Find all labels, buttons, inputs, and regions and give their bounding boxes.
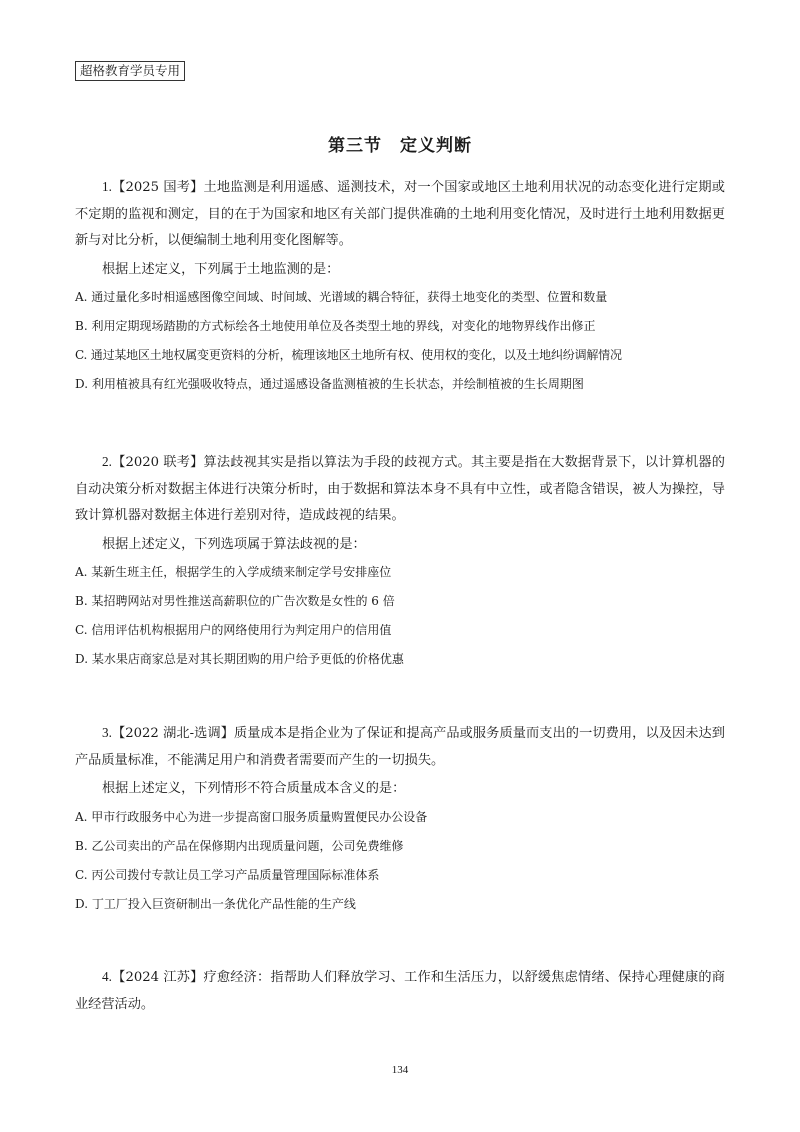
option-b: B. 利用定期现场踏勘的方式标绘各土地使用单位及各类型土地的界线，对变化的地物界线作出修正 [75, 319, 596, 333]
section-title: 第三节 定义判断 [328, 136, 472, 156]
page-number: 134 [391, 1064, 409, 1076]
question-stem [75, 174, 725, 255]
option-c: C. 通过某地区土地权属变更资料的分析，梳理该地区土地所有权、使用权的变化，以及土地纠纷调解情况 [75, 348, 622, 362]
question-source: 【2020 联考】 [111, 455, 204, 470]
option-d: D. 某水果店商家总是对其长期团购的用户给予更低的价格优惠 [75, 652, 404, 666]
question-number: 1. [102, 179, 112, 194]
question-text: 质量成本是指企业为了保证和提高产品或服务质量而支出的一切费用，以及因未达到产品质量标准，不能满足用户和消费者需要而产生的一切损失。 [75, 726, 725, 768]
question-prompt: 根据上述定义，下列属于土地监测的是： [102, 261, 340, 277]
question-number: 2. [102, 454, 112, 469]
question-text: 土地监测是利用遥感、遥测技术，对一个国家或地区土地利用状况的动态变化进行定期或不定期的监视和测定，目的在于为国家和地区有关部门提供准确的土地利用变化情况，及时进行土地利用数据更新与对比分析，以便编制土地利用变化图解等。 [75, 180, 725, 248]
option-d: D. 丁工厂投入巨资研制出一条优化产品性能的生产线 [75, 896, 356, 911]
option-d: D. 利用植被具有红光强吸收特点，通过遥感设备监测植被的生长状态，并绘制植被的生长周期图 [75, 377, 584, 391]
question-text: 算法歧视其实是指以算法为手段的歧视方式。其主要是指在大数据背景下，以计算机器的自动决策分析对数据主体进行决策分析时，由于数据和算法本身不具有中立性，或者隐含错误，被人为操控，导致计算机器对数据主体进行差别对待，造成歧视的结果。 [75, 455, 725, 523]
question-prompt: 根据上述定义，下列情形不符合质量成本含义的是： [102, 781, 406, 796]
option-b: B. 乙公司卖出的产品在保修期内出现质量问题，公司免费维修 [75, 838, 404, 853]
option-a: A. 通过量化多时相遥感图像空间域、时间域、光谱域的耦合特征，获得土地变化的类型、位置和数量 [75, 290, 608, 304]
option-c: C. 信用评估机构根据用户的网络使用行为判定用户的信用值 [75, 623, 392, 637]
question-text: 疗愈经济：指帮助人们释放学习、工作和生活压力，以舒缓焦虑情绪、保持心理健康的商业经营活动。 [75, 970, 725, 1012]
question-number: 4. [102, 969, 112, 984]
question-prompt: 根据上述定义，下列选项属于算法歧视的是： [102, 536, 366, 552]
question-stem [75, 449, 725, 530]
question-stem [75, 720, 725, 774]
question-stem [75, 964, 725, 1018]
question-1 [75, 174, 725, 399]
question-source: 【2022 湖北-选调】 [111, 726, 234, 741]
question-number: 3. [102, 725, 112, 740]
option-b: B. 某招聘网站对男性推送高薪职位的广告次数是女性的 6 倍 [75, 594, 395, 608]
question-source: 【2024 江苏】 [111, 970, 204, 985]
option-c: C. 丙公司拨付专款让员工学习产品质量管理国际标准体系 [75, 867, 380, 882]
question-3 [75, 720, 725, 919]
option-a: A. 甲市行政服务中心为进一步提高窗口服务质量购置便民办公设备 [75, 809, 428, 824]
header-tag: 超格教育学员专用 [75, 61, 185, 81]
question-2 [75, 449, 725, 674]
option-a: A. 某新生班主任，根据学生的入学成绩来制定学号安排座位 [75, 565, 392, 579]
question-source: 【2025 国考】 [111, 180, 204, 195]
question-4 [75, 964, 725, 1018]
